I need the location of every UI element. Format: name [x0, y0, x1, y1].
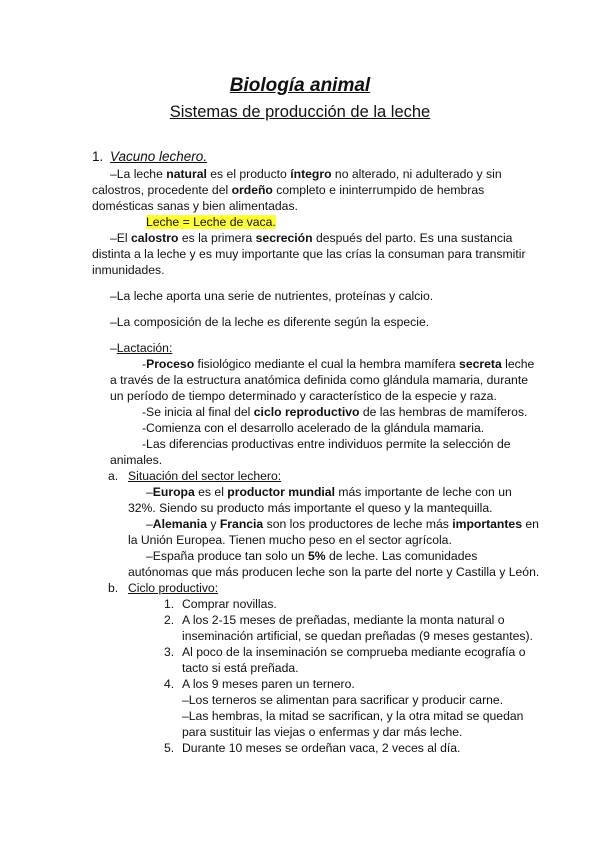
step-line: Durante 10 meses se ordeñan vaca, 2 veces al día. — [182, 741, 461, 755]
step-number: 5. — [164, 741, 175, 755]
text-run: -Se inicia al final del — [142, 405, 254, 419]
bold-term: secreción — [255, 231, 313, 245]
subsection-b-heading: b. Ciclo productivo: — [108, 581, 219, 595]
bold-term: Alemania — [152, 517, 207, 531]
text-run: - — [142, 357, 147, 371]
text-run: leche a través de la estructura anatómica definida como glándula mamaria, durante un período de tiempo determinado y característico de la especie y raza. — [110, 357, 535, 403]
highlighted-text: Leche = Leche de vaca. — [146, 215, 276, 229]
bold-term: Francia — [219, 517, 264, 531]
step-number: 4. — [164, 677, 175, 691]
lactacion-heading: –Lactación: — [110, 341, 173, 355]
text-run: más importante de leche con un 32%. Siendo su producto más importante el queso y la mantequilla. — [128, 485, 512, 515]
text-run: – — [146, 485, 153, 499]
step-line: Comprar novillas. — [182, 597, 277, 611]
ciclo-step — [164, 740, 540, 756]
bold-term: Proceso — [146, 357, 195, 371]
page-title: Biología animal — [229, 75, 371, 96]
bold-term: Europa — [152, 485, 195, 499]
step-line: A los 9 meses paren un ternero. — [182, 677, 355, 691]
ciclo-step — [164, 644, 540, 676]
lactacion-p2 — [110, 404, 540, 420]
section-heading-text: Vacuno lechero. — [110, 149, 208, 164]
bold-term: íntegro — [290, 167, 332, 181]
text-run: no alterado, ni adulterado y sin calostros, procedente del — [92, 167, 502, 197]
lactacion-p4: -Las diferencias productivas entre individuos permite la selección de animales. — [110, 437, 511, 467]
section-number: 1. — [92, 149, 104, 164]
text-run: fisiológico mediante el cual la hembra mamífera — [194, 357, 460, 371]
text-run: – — [146, 517, 153, 531]
text-run: son los productores de leche más — [263, 517, 453, 531]
step-number: 1. — [164, 597, 175, 611]
text-run: después del parto. Es una sustancia distinta a la leche y es muy importante que las crías la consuman para transmitir inmunidades. — [92, 231, 526, 277]
subsection-b — [92, 580, 540, 756]
bold-term: ordeño — [231, 183, 273, 197]
sector-p2 — [128, 516, 540, 548]
highlight-line — [92, 214, 540, 230]
bold-term: productor mundial — [227, 485, 335, 499]
bold-term: ciclo reproductivo — [253, 405, 360, 419]
lactacion-p3: -Comienza con el desarrollo acelerado de la glándula mamaria. — [142, 421, 485, 435]
text-run: –España produce tan solo un — [146, 549, 308, 563]
paragraph-composicion: –La composición de la leche es diferente según la especie. — [110, 315, 430, 329]
ciclo-step — [164, 596, 540, 612]
sector-p1 — [128, 484, 540, 516]
step-line: A los 2-15 meses de preñadas, mediante la monta natural o inseminación artificial, se quedan preñadas (9 meses gestantes). — [182, 613, 533, 643]
text-run: de las hembras de mamíferos. — [359, 405, 528, 419]
bold-term: importantes — [452, 517, 522, 531]
text-run: es el — [194, 485, 228, 499]
section-heading — [92, 148, 540, 165]
text-run: en la Unión Europea. Tienen mucho peso en el sector agrícola. — [128, 517, 539, 547]
text-run: –La leche — [110, 167, 167, 181]
ciclo-steps-list — [128, 596, 540, 756]
lactacion-block — [92, 340, 540, 468]
ciclo-step — [164, 676, 540, 740]
paragraph-leche-natural — [92, 166, 540, 214]
paragraph-nutrientes: –La leche aporta una serie de nutrientes, proteínas y calcio. — [110, 289, 434, 303]
step-line: –Los terneros se alimentan para sacrificar y producir carne. — [182, 693, 504, 707]
subsection-a-heading: a. Situación del sector lechero: — [108, 469, 282, 483]
step-number: 2. — [164, 613, 175, 627]
bold-term: natural — [166, 167, 207, 181]
text-run: de leche. Las comunidades autónomas que más producen leche son la parte del norte y Castilla y León. — [128, 549, 540, 579]
subsection-a — [92, 468, 540, 580]
text-run: completo e ininterrumpido de hembras domésticas sanas y bien alimentadas. — [92, 183, 485, 213]
step-line: –Las hembras, la mitad se sacrifican, y la otra mitad se quedan para sustituir las viejas o enfermas y dar más leche. — [182, 709, 524, 739]
page-subtitle: Sistemas de producción de la leche — [169, 103, 431, 121]
ciclo-step — [164, 612, 540, 644]
lactacion-p1 — [110, 356, 540, 404]
bold-term: secreta — [459, 357, 502, 371]
step-number: 3. — [164, 645, 175, 659]
paragraph-calostro — [92, 230, 540, 278]
text-run: y — [206, 517, 220, 531]
text-run: es la primera — [178, 231, 256, 245]
sector-p3 — [128, 548, 540, 580]
text-run: –El — [110, 231, 132, 245]
bold-term: 5% — [307, 549, 326, 563]
bold-term: calostro — [131, 231, 179, 245]
step-line: Al poco de la inseminación se comprueba mediante ecografía o tacto si está preñada. — [182, 645, 526, 675]
text-run: es el producto — [206, 167, 291, 181]
